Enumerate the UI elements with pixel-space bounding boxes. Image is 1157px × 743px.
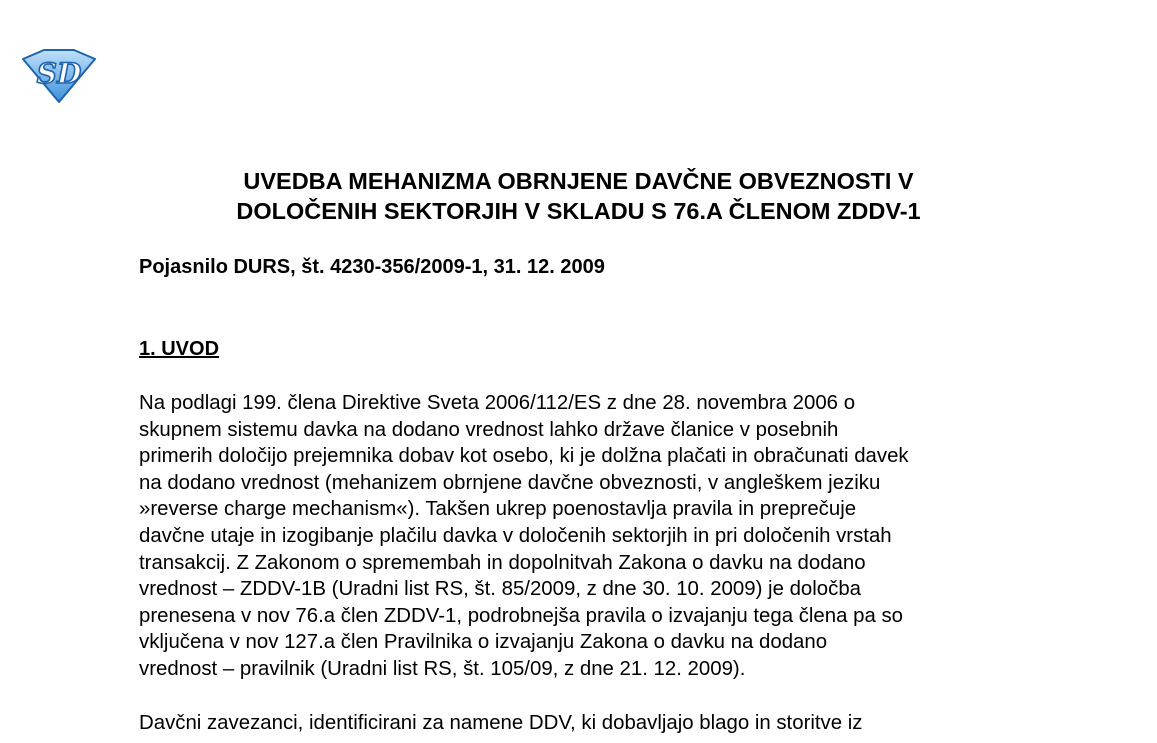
- paragraph-line: vrednost – ZDDV-1B (Uradni list RS, št. 85/2009, z dne 30. 10. 2009) je določba: [139, 578, 861, 601]
- logo-text: SD: [36, 57, 82, 90]
- title-line-1: UVEDBA MEHANIZMA OBRNJENE DAVČNE OBVEZNOSTI V: [243, 168, 914, 194]
- paragraph-intro: [139, 390, 1020, 683]
- section-heading: 1. UVOD: [139, 338, 220, 360]
- paragraph-line: na dodano vrednost (mehanizem obrnjene davčne obveznosti, v angleškem jeziku: [139, 471, 881, 494]
- paragraph-line: skupnem sistemu davka na dodano vrednost lahko države članice v posebnih: [139, 418, 839, 441]
- paragraph-line: davčne utaje in izogibanje plačilu davka v določenih sektorjih in pri določenih vrstah: [139, 524, 892, 547]
- paragraph-line: Davčni zavezanci, identificirani za namene DDV, ki dobavljajo blago in storitve iz: [139, 712, 863, 734]
- title-line-2: DOLOČENIH SEKTORJIH V SKLADU S 76.A ČLENOM ZDDV-1: [236, 198, 921, 224]
- paragraph-second: [139, 710, 1020, 737]
- paragraph-line: transakcij. Z Zakonom o spremembah in dopolnitvah Zakona o davku na dodano: [139, 551, 866, 574]
- document-title: [0, 166, 1157, 226]
- document-subtitle: Pojasnilo DURS, št. 4230-356/2009-1, 31. 12. 2009: [139, 256, 605, 278]
- sd-logo: [22, 49, 96, 103]
- paragraph-line: vrednost – pravilnik (Uradni list RS, št. 105/09, z dne 21. 12. 2009).: [139, 657, 746, 680]
- paragraph-line: primerih določijo prejemnika dobav kot osebo, ki je dolžna plačati in obračunati davek: [139, 445, 909, 468]
- paragraph-line: vključena v nov 127.a člen Pravilnika o izvajanju Zakona o davku na dodano: [139, 631, 828, 654]
- paragraph-line: prenesena v nov 76.a člen ZDDV-1, podrobnejša pravila o izvajanju tega člena pa so: [139, 604, 903, 627]
- paragraph-line: »reverse charge mechanism«). Takšen ukrep poenostavlja pravila in preprečuje: [139, 498, 857, 521]
- paragraph-line: Na podlagi 199. člena Direktive Sveta 2006/112/ES z dne 28. novembra 2006 o: [139, 392, 856, 414]
